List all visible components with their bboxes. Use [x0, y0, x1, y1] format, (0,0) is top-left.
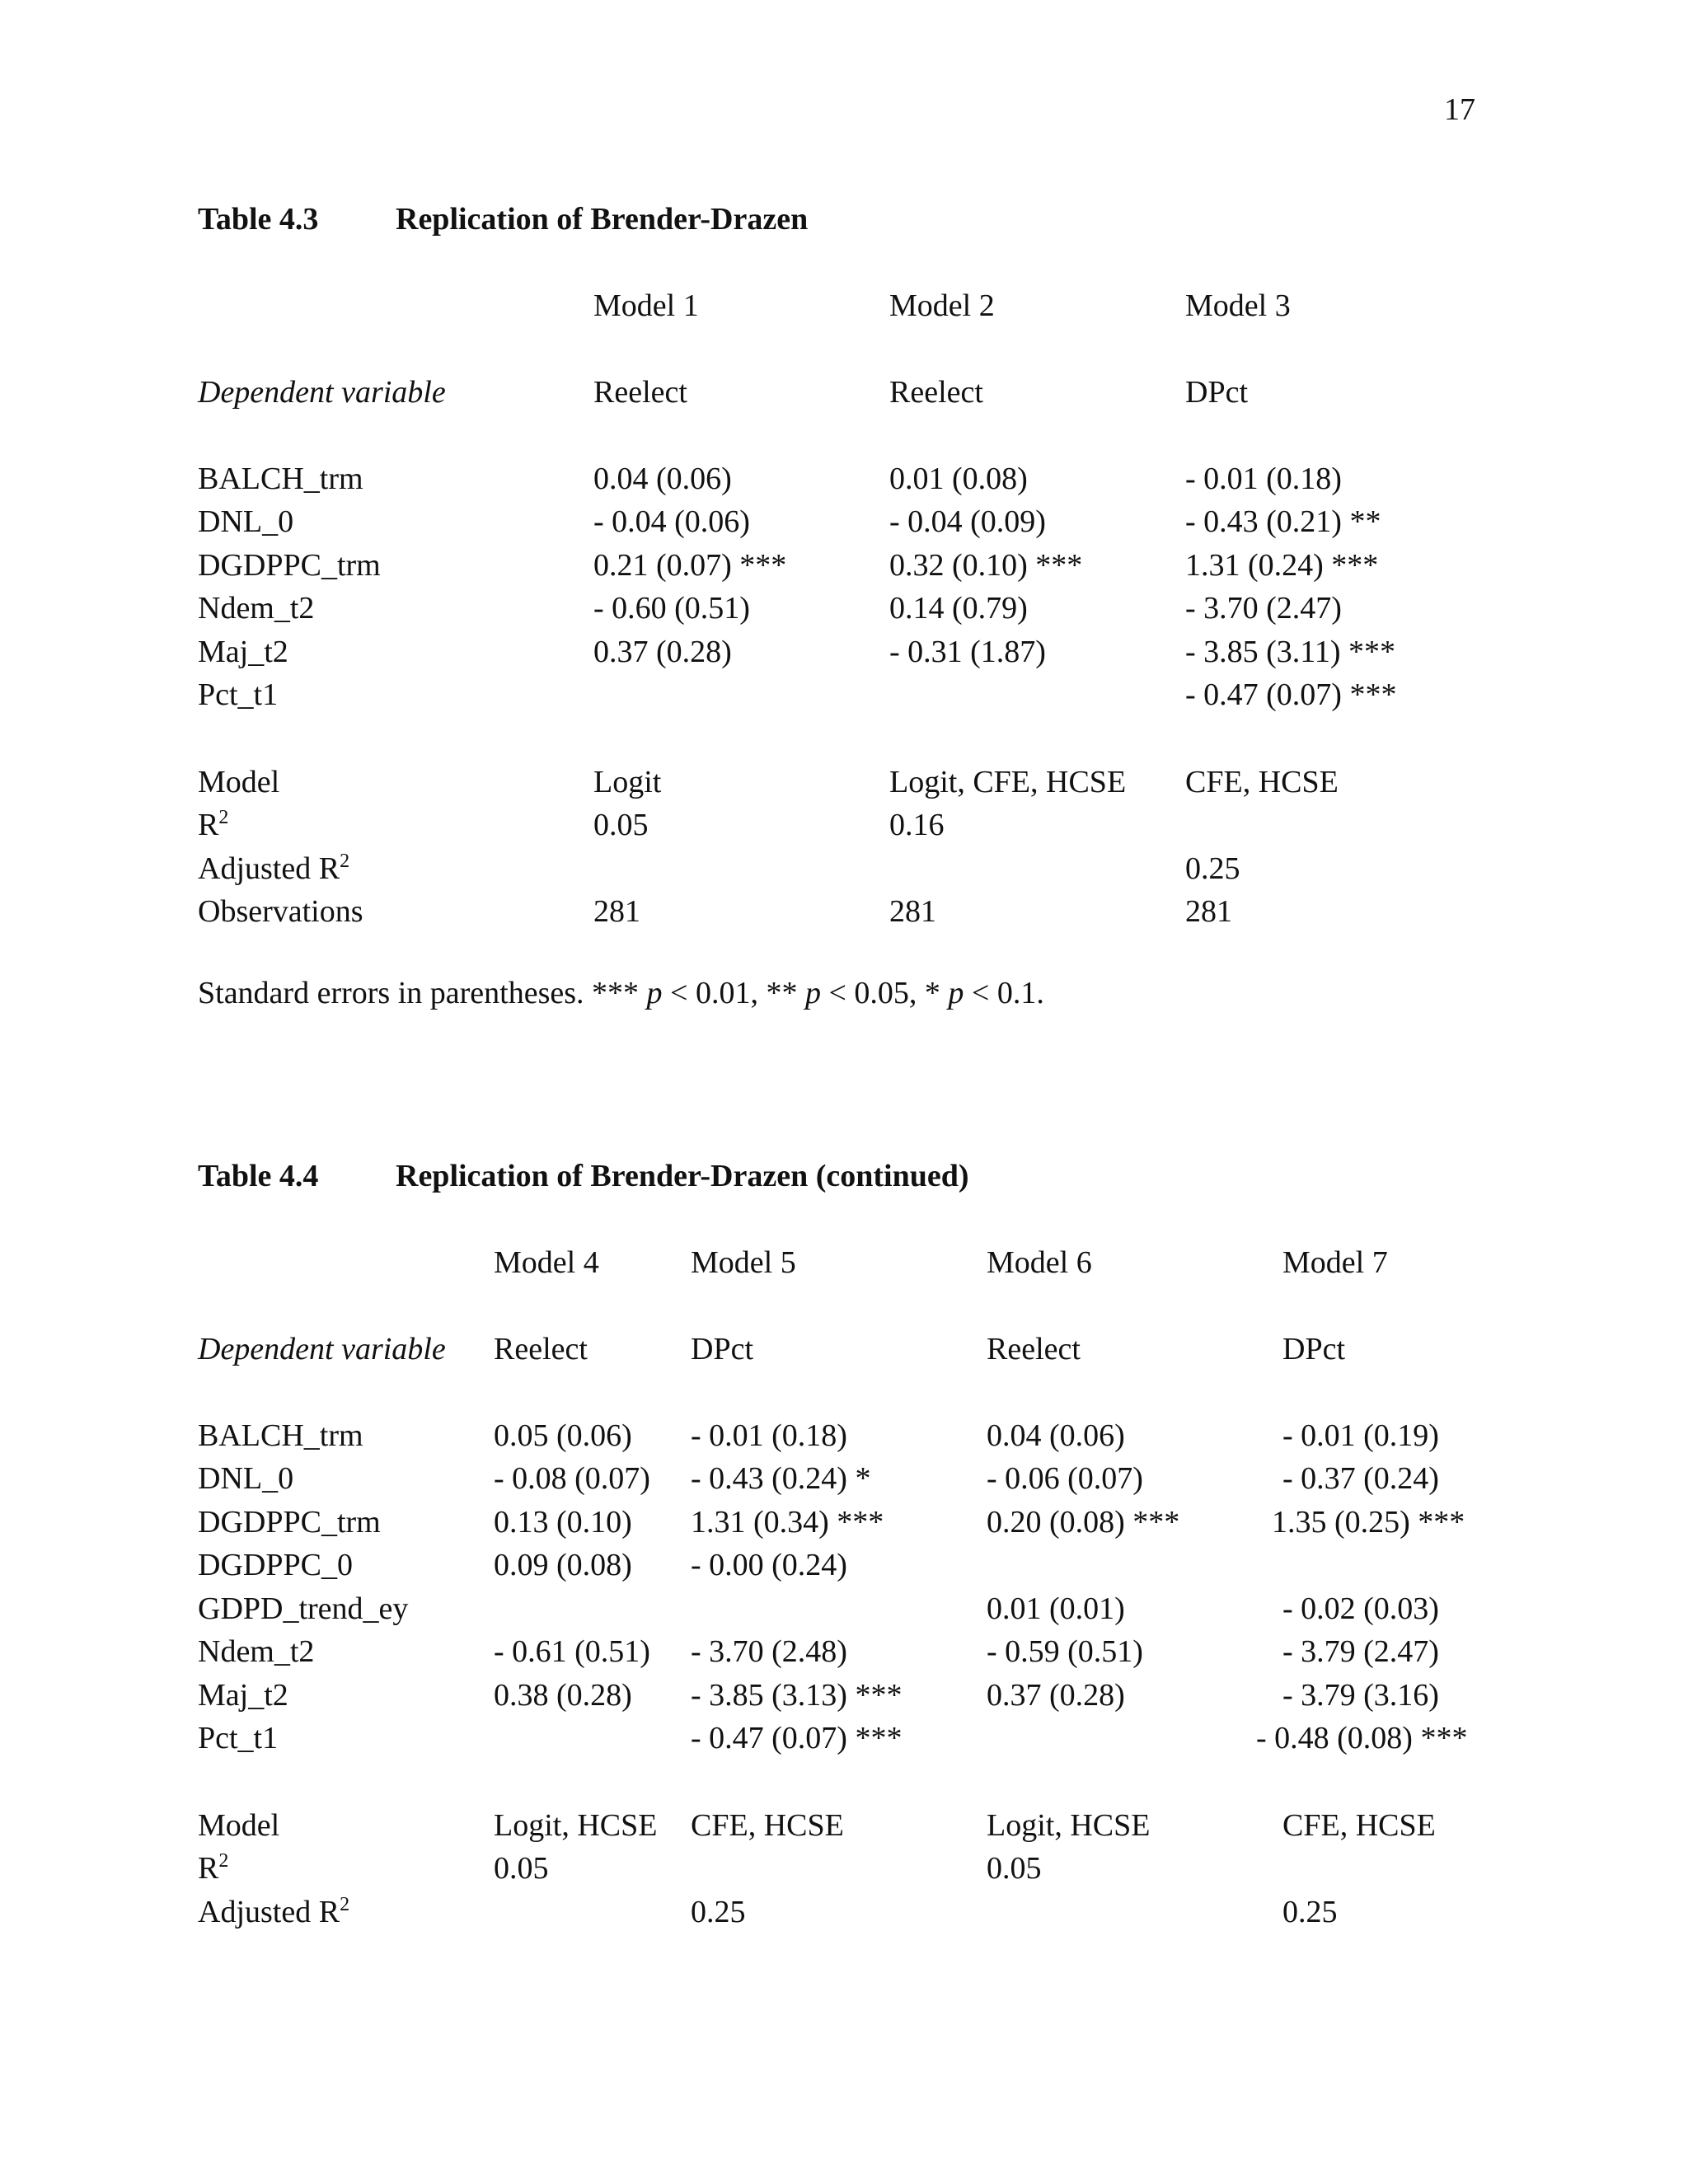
t2-row-label: DGDPPC_0 [198, 1548, 353, 1582]
t2-stat-cell: 0.05 [987, 1851, 1042, 1886]
t1-cell: - 0.01 (0.18) [1185, 462, 1342, 496]
t1-model-header: Model 2 [889, 288, 995, 323]
t2-dep-value: DPct [691, 1332, 753, 1366]
t2-model-header: Model 4 [494, 1245, 599, 1280]
t2-stat-label: Model [198, 1808, 280, 1843]
t2-stat-cell: CFE, HCSE [1282, 1808, 1436, 1843]
t1-cell: 0.04 (0.06) [593, 462, 732, 496]
t2-row-label: GDPD_trend_ey [198, 1591, 409, 1626]
t2-model-header: Model 7 [1282, 1245, 1388, 1280]
t2-cell: - 3.79 (2.47) [1282, 1634, 1439, 1669]
t2-row-label: DNL_0 [198, 1461, 294, 1496]
t1-stat-cell: 281 [889, 894, 936, 929]
t1-cell: - 0.31 (1.87) [889, 635, 1046, 669]
t2-stat-cell: 0.25 [1282, 1895, 1338, 1929]
t1-model-header: Model 3 [1185, 288, 1291, 323]
t2-cell: 0.05 (0.06) [494, 1418, 632, 1453]
t1-cell: 1.31 (0.24) *** [1185, 548, 1379, 583]
t2-row-label: Ndem_t2 [198, 1634, 315, 1669]
t2-cell: - 0.06 (0.07) [987, 1461, 1143, 1496]
t2-cell: 0.13 (0.10) [494, 1505, 632, 1540]
t1-cell: - 0.47 (0.07) *** [1185, 677, 1397, 712]
t2-cell: - 0.00 (0.24) [691, 1548, 847, 1582]
t1-row-label: Ndem_t2 [198, 591, 315, 626]
t1-cell: - 0.60 (0.51) [593, 591, 750, 626]
t2-stat-cell: Logit, HCSE [987, 1808, 1151, 1843]
table-4-3-number: Table 4.3 [198, 202, 319, 237]
table-4-3-note: Standard errors in parentheses. *** p < 0.01, ** p < 0.05, * p < 0.1. [198, 976, 1044, 1010]
t1-stat-cell: 281 [1185, 894, 1232, 929]
t2-cell: - 0.01 (0.19) [1282, 1418, 1439, 1453]
t1-cell: - 3.85 (3.11) *** [1185, 635, 1396, 669]
t1-stat-label: Adjusted $R^2$ [198, 851, 350, 886]
t2-cell: - 0.01 (0.18) [691, 1418, 847, 1453]
t1-dep-value: Reelect [593, 375, 687, 410]
t2-row-label: Pct_t1 [198, 1721, 279, 1755]
t1-stat-cell: 0.25 [1185, 851, 1240, 886]
t1-row-label: Maj_t2 [198, 635, 288, 669]
table-4-4-number: Table 4.4 [198, 1159, 319, 1193]
t2-cell: 0.01 (0.01) [987, 1591, 1125, 1626]
t1-stat-cell: 0.05 [593, 808, 649, 842]
t2-cell: - 3.79 (3.16) [1282, 1678, 1439, 1713]
t2-row-label: DGDPPC_trm [198, 1505, 381, 1540]
t2-stat-label: Adjusted $R^2$ [198, 1894, 350, 1929]
t1-cell: - 0.04 (0.06) [593, 504, 750, 539]
t2-row-label: BALCH_trm [198, 1418, 363, 1453]
t1-cell: 0.14 (0.79) [889, 591, 1028, 626]
t2-cell: - 0.08 (0.07) [494, 1461, 650, 1496]
t1-stat-label: $R^2$ [198, 807, 229, 842]
t2-stat-cell: 0.25 [691, 1895, 746, 1929]
t2-cell: - 3.70 (2.48) [691, 1634, 847, 1669]
t1-cell: 0.32 (0.10) *** [889, 548, 1083, 583]
t1-stat-label: Observations [198, 894, 363, 929]
table-4-4-caption: Replication of Brender-Drazen (continued) [396, 1159, 969, 1193]
t1-model-header: Model 1 [593, 288, 699, 323]
t2-stat-cell: Logit, HCSE [494, 1808, 658, 1843]
page-number: 17 [1444, 92, 1475, 127]
t1-dep-value: Reelect [889, 375, 983, 410]
t2-stat-cell: CFE, HCSE [691, 1808, 844, 1843]
t2-cell: - 0.37 (0.24) [1282, 1461, 1439, 1496]
t2-cell: 1.35 (0.25) *** [1272, 1505, 1465, 1540]
t2-dep-label: Dependent variable [198, 1332, 446, 1366]
t1-stat-cell: CFE, HCSE [1185, 765, 1339, 799]
t1-row-label: BALCH_trm [198, 462, 363, 496]
t2-cell: - 0.02 (0.03) [1282, 1591, 1439, 1626]
t2-cell: 0.38 (0.28) [494, 1678, 632, 1713]
t1-cell: 0.01 (0.08) [889, 462, 1028, 496]
t2-row-label: Maj_t2 [198, 1678, 288, 1713]
t2-cell: 0.04 (0.06) [987, 1418, 1125, 1453]
t2-stat-cell: 0.05 [494, 1851, 549, 1886]
t2-cell: - 0.59 (0.51) [987, 1634, 1143, 1669]
t1-cell: - 3.70 (2.47) [1185, 591, 1342, 626]
t1-dep-value: DPct [1185, 375, 1248, 410]
t2-stat-label: $R^2$ [198, 1850, 229, 1886]
t1-dep-label: Dependent variable [198, 375, 446, 410]
t2-cell: - 0.47 (0.07) *** [691, 1721, 903, 1755]
t2-model-header: Model 5 [691, 1245, 796, 1280]
t1-cell: 0.37 (0.28) [593, 635, 732, 669]
t2-cell: 0.09 (0.08) [494, 1548, 632, 1582]
t2-model-header: Model 6 [987, 1245, 1092, 1280]
t1-stat-cell: 0.16 [889, 808, 945, 842]
table-4-4-title [198, 1160, 969, 1192]
t2-cell: 0.37 (0.28) [987, 1678, 1125, 1713]
t1-stat-cell: Logit [593, 765, 662, 799]
t2-cell: 0.20 (0.08) *** [987, 1505, 1180, 1540]
t2-dep-value: DPct [1282, 1332, 1345, 1366]
t1-cell: - 0.43 (0.21) ** [1185, 504, 1381, 539]
t1-cell: - 0.04 (0.09) [889, 504, 1046, 539]
table-4-3-title [198, 204, 808, 235]
t2-cell: - 0.61 (0.51) [494, 1634, 650, 1669]
t1-row-label: DNL_0 [198, 504, 294, 539]
t1-stat-cell: 281 [593, 894, 640, 929]
t2-cell: - 0.48 (0.08) *** [1256, 1721, 1468, 1755]
t2-cell: 1.31 (0.34) *** [691, 1505, 884, 1540]
t1-row-label: Pct_t1 [198, 677, 279, 712]
table-4-3-caption: Replication of Brender-Drazen [396, 202, 809, 237]
t1-stat-cell: Logit, CFE, HCSE [889, 765, 1127, 799]
t1-stat-label: Model [198, 765, 280, 799]
t1-row-label: DGDPPC_trm [198, 548, 381, 583]
t1-cell: 0.21 (0.07) *** [593, 548, 787, 583]
t2-cell: - 0.43 (0.24) * [691, 1461, 871, 1496]
t2-cell: - 3.85 (3.13) *** [691, 1678, 903, 1713]
t2-dep-value: Reelect [987, 1332, 1081, 1366]
t2-dep-value: Reelect [494, 1332, 588, 1366]
